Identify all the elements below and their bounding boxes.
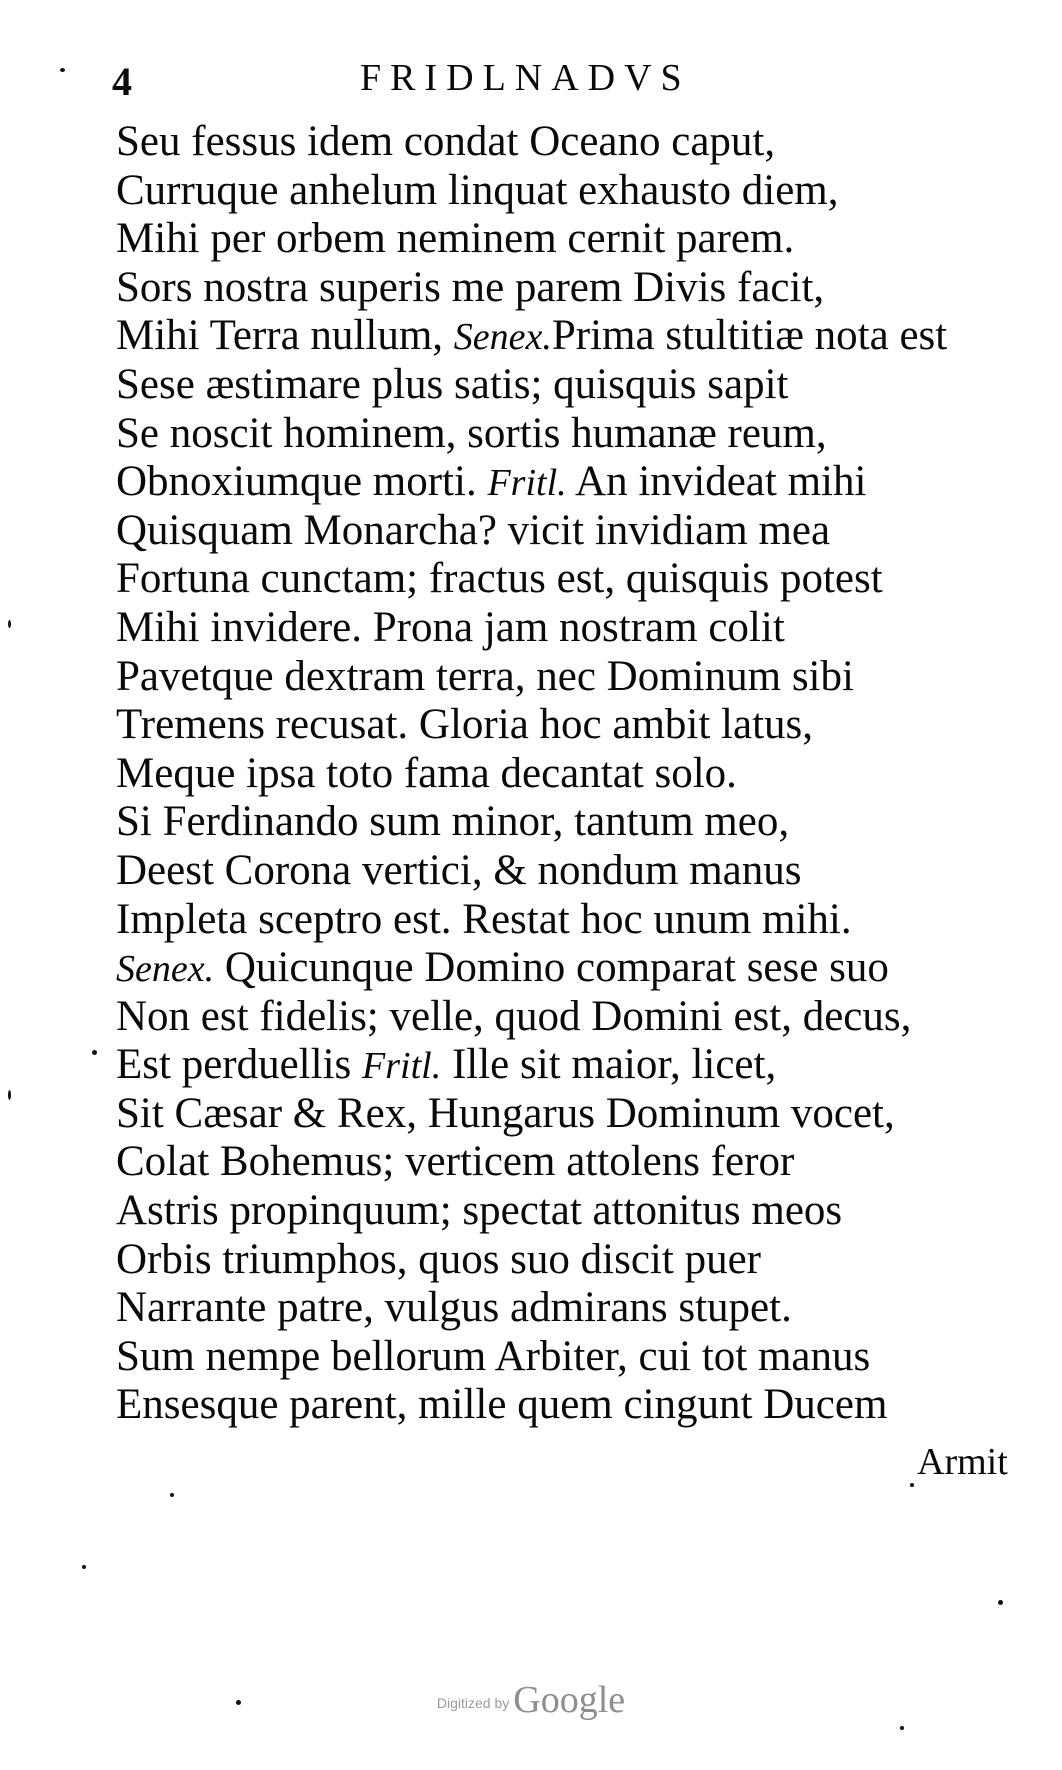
verse-line xyxy=(116,750,1016,799)
verse-text-segment: Sit Cæsar & Rex, Hungarus Dominum vocet, xyxy=(116,1089,895,1137)
verse-line xyxy=(116,1138,1016,1187)
scan-speck xyxy=(8,620,11,628)
verse-text-segment: Quisquam Monarcha? vicit invidiam mea xyxy=(116,506,831,554)
verse-text-segment: Prima stultitiæ nota est xyxy=(551,312,948,360)
verse-text-segment: Est perduellis xyxy=(116,1041,363,1089)
verse-text-segment: An invideat mihi xyxy=(566,458,867,506)
page-number: 4 xyxy=(112,59,132,104)
scan-speck xyxy=(170,1493,174,1497)
verse-text-segment: Narrante patre, vulgus admirans stupet. xyxy=(116,1284,792,1332)
verse-line xyxy=(116,1284,1016,1333)
running-head: FRIDLNADVS xyxy=(360,57,691,99)
verse-text-segment: Sese æstimare plus satis; quisquis sapit xyxy=(116,360,789,408)
verse-line xyxy=(116,1236,1016,1285)
verse-line xyxy=(116,215,1016,264)
verse-line xyxy=(116,1381,1016,1430)
digitization-footer xyxy=(0,1678,1062,1722)
verse-line xyxy=(116,1090,1016,1139)
verse-text-segment: Ille sit maior, licet, xyxy=(441,1041,777,1089)
verse-text-segment: Obnoxiumque morti. xyxy=(116,458,488,506)
verse-line xyxy=(116,701,1016,750)
google-logo: Google xyxy=(513,1679,626,1721)
speaker-name: Fritl. xyxy=(362,1045,442,1088)
verse-line xyxy=(116,847,1016,896)
scan-speck xyxy=(236,1700,241,1705)
verse-line xyxy=(116,1187,1016,1236)
scan-speck xyxy=(82,1565,86,1569)
verse-line xyxy=(116,312,1016,361)
verse-line xyxy=(116,798,1016,847)
verse-text-segment: Orbis triumphos, quos suo discit puer xyxy=(116,1235,761,1283)
speaker-name: Senex. xyxy=(116,948,215,991)
verse-line xyxy=(116,361,1016,410)
verse-text-segment: Fortuna cunctam; fractus est, quisquis potest xyxy=(116,555,883,603)
verse-text-segment: Meque ipsa toto fama decantat solo. xyxy=(116,749,737,797)
verse-line xyxy=(116,507,1016,556)
verse-line xyxy=(116,1041,1016,1090)
verse-text-segment: Tremens recusat. Gloria hoc ambit latus, xyxy=(116,701,814,749)
scan-speck xyxy=(60,68,65,72)
scan-speck xyxy=(910,1483,914,1487)
verse-text-segment: Se noscit hominem, sortis humanæ reum, xyxy=(116,409,827,457)
verse-text-segment: Sum nempe bellorum Arbiter, cui tot manus xyxy=(116,1332,871,1380)
verse-text-segment: Mihi invidere. Prona jam nostram colit xyxy=(116,603,785,651)
verse-text xyxy=(116,118,1016,1430)
verse-text-segment: Impleta sceptro est. Restat hoc unum mihi. xyxy=(116,895,852,943)
verse-text-segment: Ensesque parent, mille quem cingunt Ducem xyxy=(116,1381,888,1429)
catchword: Armit xyxy=(917,1441,1008,1483)
verse-text-segment: Mihi per orbem neminem cernit parem. xyxy=(116,215,795,263)
verse-text-segment: Colat Bohemus; verticem attolens feror xyxy=(116,1138,795,1186)
verse-text-segment: Sors nostra superis me parem Divis facit, xyxy=(116,263,825,311)
verse-text-segment: Curruque anhelum linquat exhausto diem, xyxy=(116,166,839,214)
verse-line xyxy=(116,555,1016,604)
scan-speck xyxy=(900,1726,904,1730)
verse-text-segment: Deest Corona vertici, & nondum manus xyxy=(116,846,802,894)
verse-line xyxy=(116,896,1016,945)
verse-text-segment: Pavetque dextram terra, nec Dominum sibi xyxy=(116,652,854,700)
speaker-name: Fritl. xyxy=(487,462,567,505)
verse-line xyxy=(116,410,1016,459)
scan-speck xyxy=(92,1050,97,1055)
verse-text-segment: Mihi Terra nullum, xyxy=(116,312,454,360)
scan-speck xyxy=(8,1090,11,1100)
verse-line xyxy=(116,458,1016,507)
verse-text-segment: Quicunque Domino comparat sese suo xyxy=(214,944,889,992)
verse-text-segment: Seu fessus idem condat Oceano caput, xyxy=(116,118,776,165)
verse-line xyxy=(116,993,1016,1042)
verse-text-segment: Si Ferdinando sum minor, tantum meo, xyxy=(116,798,790,846)
speaker-name: Senex. xyxy=(453,316,552,359)
verse-line xyxy=(116,604,1016,653)
verse-line xyxy=(116,264,1016,313)
verse-line xyxy=(116,118,1016,167)
verse-text-segment: Non est fidelis; velle, quod Domini est, decus, xyxy=(116,992,912,1040)
digitized-by-label: Digitized by xyxy=(436,1695,510,1711)
verse-line xyxy=(116,944,1016,993)
scan-speck xyxy=(998,1600,1003,1605)
verse-line xyxy=(116,167,1016,216)
verse-line xyxy=(116,653,1016,702)
verse-text-segment: Astris propinquum; spectat attonitus meos xyxy=(116,1187,843,1235)
verse-line xyxy=(116,1333,1016,1382)
